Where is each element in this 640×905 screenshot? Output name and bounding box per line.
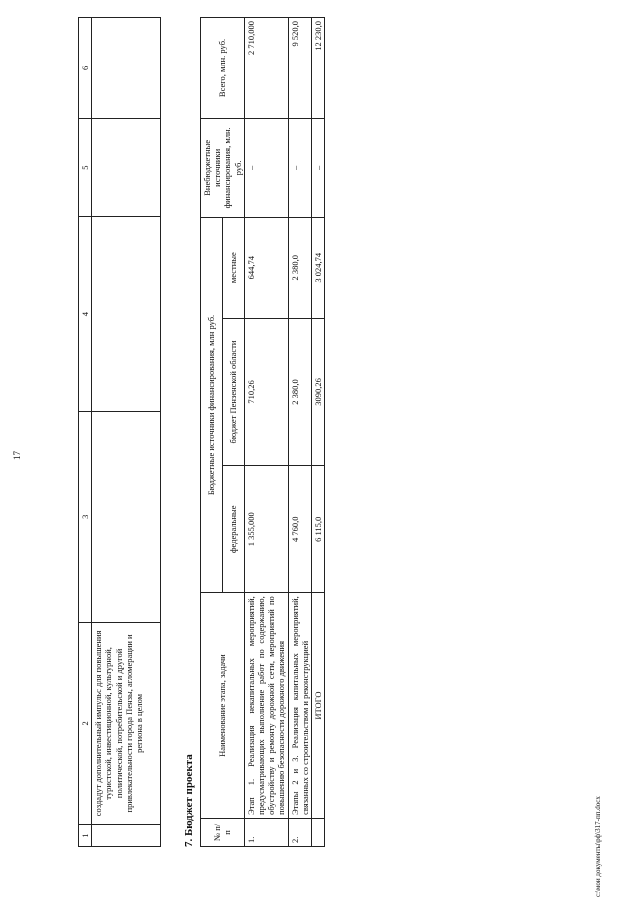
row-name: Этап 1. Реализация некапитальных мероприятий, предусматривающих выполнение работ по содержанию, обустройству и ремонту дорожной сети, мероприятий по повышению безопасности дорожного движения	[244, 593, 288, 819]
table-row	[288, 18, 311, 847]
section-heading: 7. Бюджет проекта	[183, 754, 195, 847]
col-header-name: Наименование этапа, задачи	[201, 593, 245, 819]
table-row	[244, 18, 288, 847]
col-header: 5	[79, 118, 92, 217]
col-header-local: местные	[222, 217, 244, 318]
table-cell	[92, 217, 161, 411]
table-row	[92, 18, 161, 847]
total-regional: 3090,26	[311, 318, 324, 466]
row-name: Этапы 2 и 3. Реализация капитальных мероприятий, связанных со строительством и реконструкцией	[288, 593, 311, 819]
budget-table	[200, 17, 325, 847]
col-header-federal: федеральные	[222, 466, 244, 593]
row-extra: –	[288, 118, 311, 217]
row-federal: 4 760,0	[288, 466, 311, 593]
table-cell	[92, 411, 161, 622]
table-total-row	[311, 18, 324, 847]
col-header: 2	[79, 622, 92, 825]
total-federal: 6 115,0	[311, 466, 324, 593]
row-num: 1.	[244, 818, 288, 846]
table-cell	[92, 825, 161, 847]
footer-file-path: c:\мои документы\рф\317-пп.docx	[594, 796, 602, 897]
col-header-num: № п/п	[201, 818, 245, 846]
col-header: 4	[79, 217, 92, 411]
total-extra: –	[311, 118, 324, 217]
col-header: 3	[79, 411, 92, 622]
col-header-extra: Внебюджетные источники финансирования, млн. руб.	[201, 118, 245, 217]
total-total: 12 230,0	[311, 18, 324, 119]
row-federal: 1 355,000	[244, 466, 288, 593]
row-num: 2.	[288, 818, 311, 846]
row-regional: 2 380,0	[288, 318, 311, 466]
row-regional: 710,26	[244, 318, 288, 466]
total-local: 3 024,74	[311, 217, 324, 318]
page-number: 17	[12, 451, 22, 460]
table-cell	[92, 118, 161, 217]
row-total: 9 520,0	[288, 18, 311, 119]
row-local: 2 380,0	[288, 217, 311, 318]
continuation-table	[78, 17, 161, 847]
col-header: 6	[79, 18, 92, 119]
table-cell	[92, 18, 161, 119]
col-header-budget-group: Бюджетные источники финансирования, млн руб.	[201, 217, 223, 592]
total-empty-cell	[311, 818, 324, 846]
row-total: 2 710,000	[244, 18, 288, 119]
table-header-row	[201, 18, 223, 847]
row-extra: –	[244, 118, 288, 217]
table-cell: создадут дополнительный импульс для повышения туристской, инвестиционной, культурной, политической, потребительской и другой привлекательности города Пензы, агломерации и региона в целом	[92, 622, 161, 825]
total-label: ИТОГО	[311, 593, 324, 819]
col-header-regional: бюджет Пензенской области	[222, 318, 244, 466]
col-header: 1	[79, 825, 92, 847]
col-header-total: Всего, млн. руб.	[201, 18, 245, 119]
row-local: 644,74	[244, 217, 288, 318]
table-header-row	[79, 18, 92, 847]
